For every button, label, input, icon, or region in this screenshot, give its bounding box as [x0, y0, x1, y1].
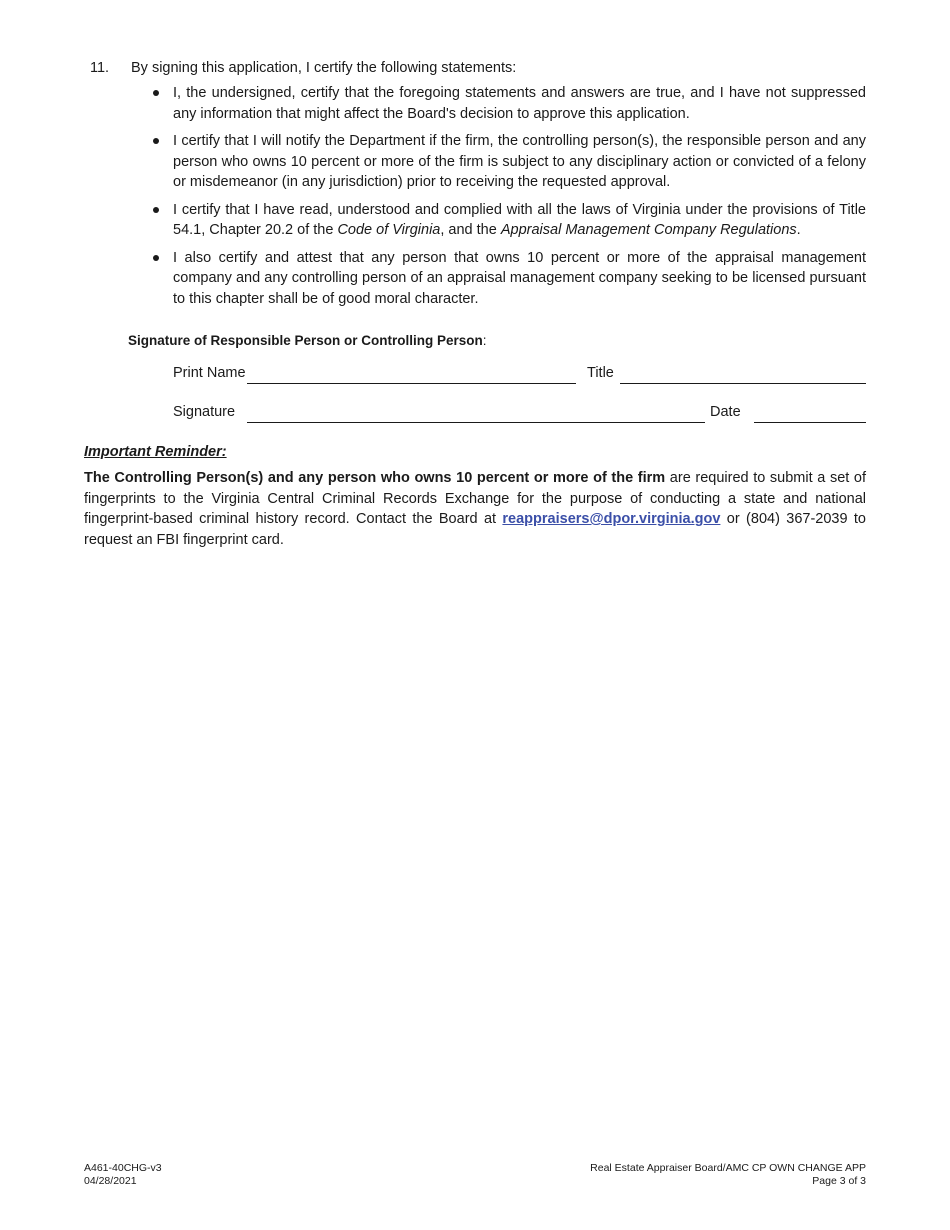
certification-text: I, the undersigned, certify that the foregoing statements and answers are true, and I have not suppressed any information that might affect the Board's decision to approve this application. [173, 85, 866, 122]
signature-heading [128, 333, 487, 348]
reminder-text: are required to submit a set of fingerprints to the Virginia Central Criminal Records Exchange for the purpose of conducting a state and national fingerprint-based criminal history record. Contact the Board at [84, 470, 867, 527]
reminder-title: Important Reminder: [84, 444, 227, 460]
form-id: A461-40CHG-v3 [84, 1162, 162, 1174]
date-label: Date [710, 404, 741, 420]
list-item [150, 200, 866, 241]
reminder-text: or (804) 367-2039 to request an FBI fingerprint card. [84, 511, 866, 548]
footer-right [590, 1162, 866, 1188]
certification-text: , and the [440, 222, 501, 238]
bullet-icon [153, 255, 159, 261]
footer-left [84, 1162, 162, 1188]
signature-field[interactable] [247, 422, 705, 423]
certification-text: I certify that I have read, understood and complied with all the laws of Virginia under the provisions of Title 54.1, Chapter 20.2 of the [173, 201, 866, 238]
date-field[interactable] [754, 422, 866, 423]
reminder-bold-lead: The Controlling Person(s) and any person who owns 10 percent or more of the firm [84, 470, 666, 486]
title-label: Title [587, 365, 614, 381]
title-field[interactable] [620, 383, 866, 384]
signature-label: Signature [173, 404, 236, 420]
signature-heading-text: Signature of Responsible Person or Controlling Person [128, 333, 483, 348]
amc-regulations-ref: Appraisal Management Company Regulations [500, 222, 797, 238]
certification-text: I also certify and attest that any person that owns 10 percent or more of the appraisal management company and any controlling person of an appraisal management company seeking to be licensed pursuant to this chapter shall be of good moral character. [173, 249, 866, 307]
list-item [150, 83, 866, 124]
list-item [150, 248, 866, 310]
signature-heading-colon: : [482, 333, 487, 348]
bullet-icon [153, 138, 159, 144]
form-date: 04/28/2021 [84, 1175, 137, 1187]
certification-text: I certify that I will notify the Department if the firm, the controlling person(s), the responsible person and any person who owns 10 percent or more of the firm is subject to any disciplinary action or convicted of a felony or misdemeanor (in any jurisdiction) prior to receiving the requested approval. [173, 133, 866, 190]
certification-list [150, 83, 866, 316]
board-email-link[interactable]: reappraisers@dpor.virginia.gov [502, 511, 721, 527]
bullet-icon [153, 90, 159, 96]
print-name-field[interactable] [247, 383, 576, 384]
page-number: Page 3 of 3 [812, 1175, 866, 1187]
certification-text: . [796, 222, 801, 238]
reminder-body [84, 468, 866, 550]
bullet-icon [153, 207, 159, 213]
code-of-virginia-ref: Code of Virginia [337, 222, 441, 238]
print-name-label: Print Name [173, 365, 246, 381]
document-title: Real Estate Appraiser Board/AMC CP OWN CHANGE APP [590, 1162, 866, 1174]
item-intro: By signing this application, I certify the following statements: [131, 60, 517, 76]
item-number: 11. [90, 60, 110, 76]
list-item [150, 131, 866, 193]
